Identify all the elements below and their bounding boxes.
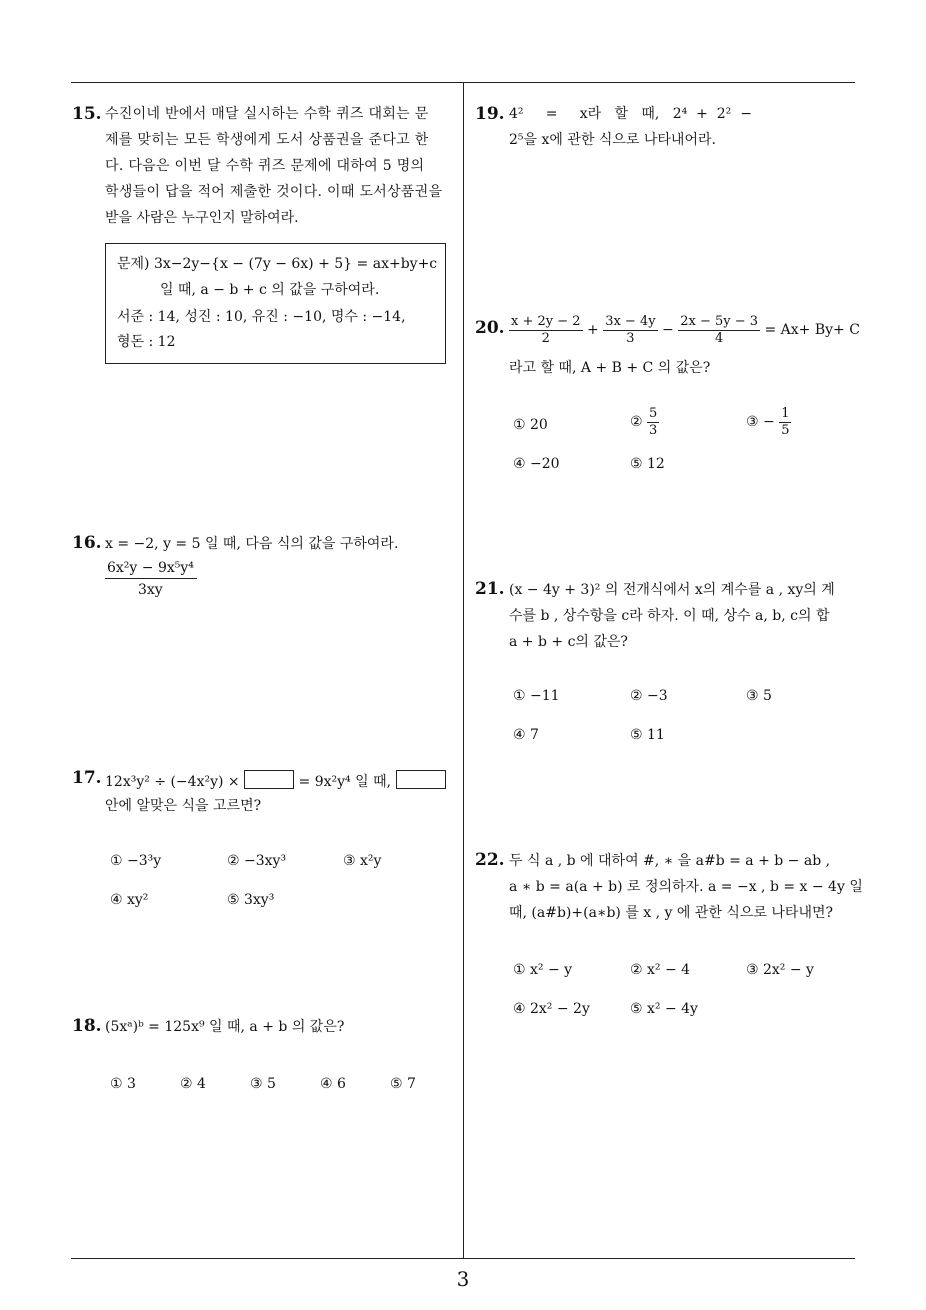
question-text-line: (5xᵃ)ᵇ = 125x⁹ 일 때, a + b 의 값은?	[105, 1019, 345, 1035]
question-text-line: 수를 b , 상수항을 c라 하자. 이 때, 상수 a, b, c의 합	[509, 608, 830, 624]
bottom-rule	[71, 1258, 855, 1259]
answer-blank-box	[396, 770, 446, 789]
choice-1[interactable]: ① −3³y	[110, 853, 162, 869]
question-text-line: 받을 사람은 누구인지 말하여라.	[105, 210, 299, 226]
question-number: 16.	[72, 533, 102, 553]
fraction-bar	[105, 578, 197, 579]
choice-5[interactable]: ⑤ 7	[390, 1076, 416, 1092]
question-number: 20.	[475, 318, 505, 338]
question-text-line: 제를 맞히는 모든 학생에게 도서 상품권을 준다고 한	[105, 132, 429, 148]
choice-4[interactable]: ④ 6	[320, 1076, 346, 1092]
fraction: $\frac{1}{5}$	[781, 406, 790, 438]
choice-5[interactable]: ⑤ x² − 4y	[630, 1001, 698, 1017]
choice-5[interactable]: ⑤ 11	[630, 727, 665, 743]
question-number: 15.	[72, 104, 102, 124]
question-text-line	[105, 770, 446, 792]
choice-2[interactable]: ② $\frac{5}{3}$	[630, 406, 658, 438]
fraction: $\frac{x + 2y - 2}{2}$	[511, 314, 581, 346]
minus-sign: −	[662, 322, 674, 339]
choice-3[interactable]: ③ − $\frac{1}{5}$	[746, 406, 790, 438]
choice-2[interactable]: ② 4	[180, 1076, 206, 1092]
expression-left: 12x³y² ÷ (−4x²y) ×	[105, 774, 240, 790]
question-text-line: 때, (a#b)+(a∗b) 를 x , y 에 관한 식으로 나타내면?	[509, 905, 833, 921]
choice-2[interactable]: ② x² − 4	[630, 962, 691, 978]
question-text-line: a + b + c의 값은?	[509, 634, 628, 650]
fraction: $\frac{2x - 5y - 3}{4}$	[680, 314, 759, 346]
box-text-line: 형돈 : 12	[117, 334, 176, 350]
question-text-line: 안에 알맞은 식을 고르면?	[105, 798, 262, 814]
choice-1[interactable]: ① 3	[110, 1076, 136, 1092]
choice-5[interactable]: ⑤ 12	[630, 456, 665, 472]
question-text-line: a ∗ b = a(a + b) 로 정의하자. a = −x , b = x − 4y 일	[509, 879, 863, 895]
question-text-line: 4² = x라 할 때, 2⁴ + 2² −	[509, 106, 752, 122]
choice-5[interactable]: ⑤ 3xy³	[227, 892, 275, 908]
fraction-denominator: 3xy	[138, 582, 163, 598]
plus-sign: +	[587, 322, 599, 339]
answer-blank-box	[244, 770, 294, 789]
choice-3[interactable]: ③ 2x² − y	[746, 962, 814, 978]
choice-4[interactable]: ④ 2x² − 2y	[513, 1001, 590, 1017]
choice-3[interactable]: ③ 5	[746, 688, 772, 704]
question-text-line: 라고 할 때, A + B + C 의 값은?	[509, 360, 711, 376]
question-number: 22.	[475, 850, 505, 870]
choice-1[interactable]: ① 20	[513, 417, 548, 433]
question-number: 21.	[475, 579, 505, 599]
choice-2[interactable]: ② −3	[630, 688, 668, 704]
fraction-numerator: 6x²y − 9x⁵y⁴	[107, 560, 194, 576]
choice-3[interactable]: ③ 5	[250, 1076, 276, 1092]
box-text-line: 문제) 3x−2y−{x − (7y − 6x) + 5} = ax+by+c	[117, 256, 438, 272]
question-text-line: 수진이네 반에서 매달 실시하는 수학 퀴즈 대회는 문	[105, 106, 429, 122]
expression-right: = 9x²y⁴ 일 때,	[298, 774, 392, 790]
page-number: 3	[456, 1267, 470, 1291]
choice-2[interactable]: ② −3xy³	[227, 853, 287, 869]
choice-4[interactable]: ④ −20	[513, 456, 560, 472]
fraction: $\frac{3x - 4y}{3}$	[605, 314, 656, 346]
column-divider	[463, 83, 464, 1258]
question-text-line: 두 식 a , b 에 대하여 #, ∗ 을 a#b = a + b − ab ,	[509, 853, 831, 869]
choice-1[interactable]: ① x² − y	[513, 962, 573, 978]
box-text-line: 서준 : 14, 성진 : 10, 유진 : −10, 명수 : −14,	[117, 309, 406, 325]
question-text-line: 다. 다음은 이번 달 수학 퀴즈 문제에 대하여 5 명의	[105, 158, 425, 174]
question-text-line: (x − 4y + 3)² 의 전개식에서 x의 계수를 a , xy의 계	[509, 582, 835, 598]
question-text-line: 2⁵을 x에 관한 식으로 나타내어라.	[509, 132, 716, 148]
choice-3[interactable]: ③ x²y	[343, 853, 382, 869]
question-text-line: x = −2, y = 5 일 때, 다음 식의 값을 구하여라.	[105, 536, 399, 552]
question-text-line: 학생들이 답을 적어 제출한 것이다. 이때 도서상품권을	[105, 184, 443, 200]
choice-4[interactable]: ④ 7	[513, 727, 539, 743]
question-expression	[509, 314, 860, 346]
equation-rhs: = Ax+ By+ C	[764, 322, 860, 339]
question-number: 18.	[72, 1016, 102, 1036]
box-text-line: 일 때, a − b + c 의 값을 구하여라.	[160, 282, 380, 298]
fraction: $\frac{5}{3}$	[649, 406, 658, 438]
choice-4[interactable]: ④ xy²	[110, 892, 149, 908]
question-number: 17.	[72, 768, 102, 788]
question-number: 19.	[475, 104, 505, 124]
choice-1[interactable]: ① −11	[513, 688, 560, 704]
